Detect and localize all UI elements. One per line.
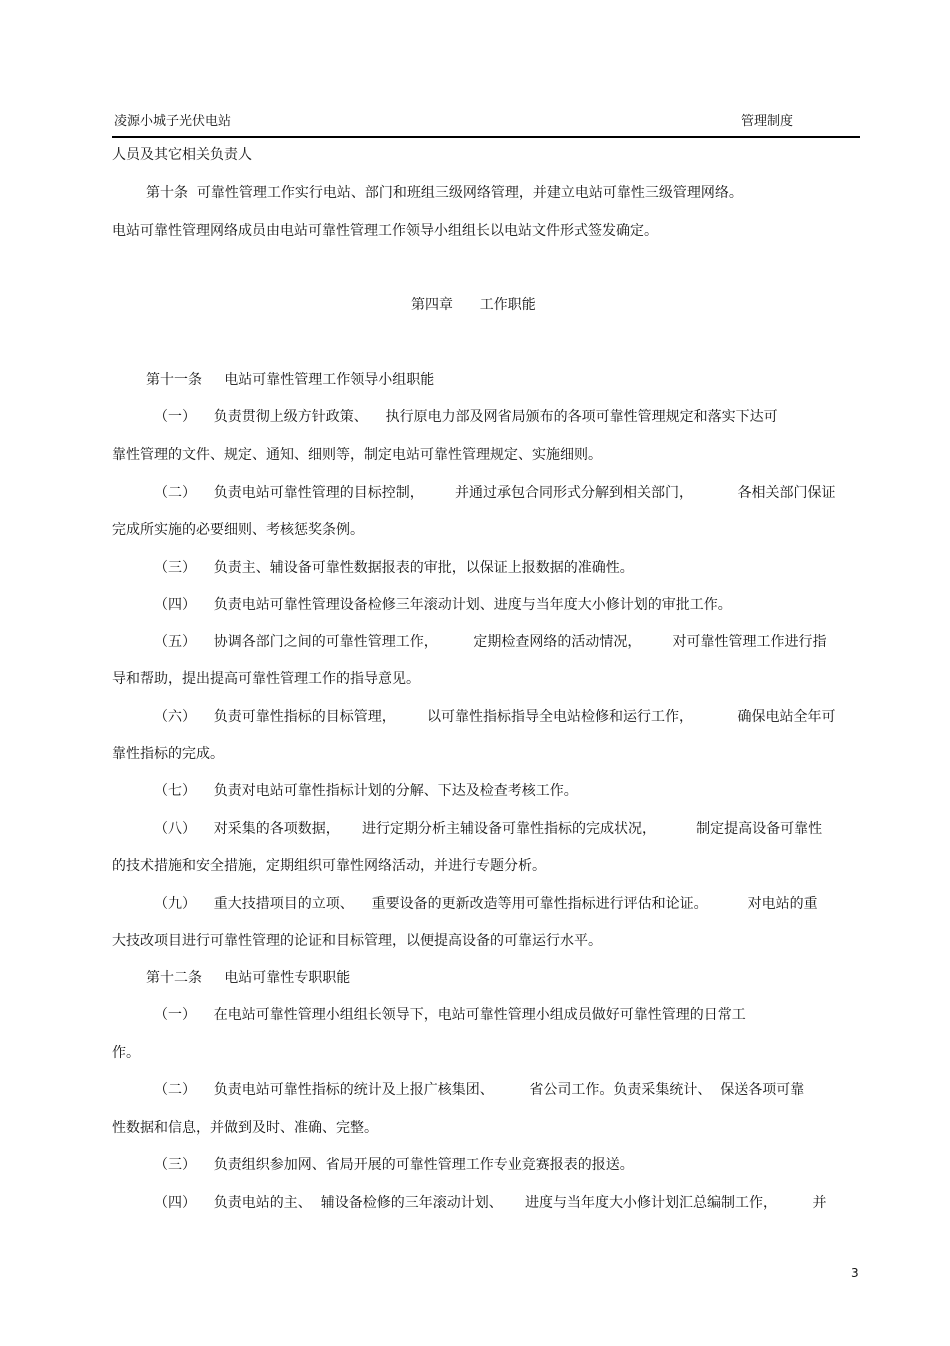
text-line: 靠性指标的完成。 bbox=[112, 746, 224, 762]
header-rule bbox=[112, 136, 860, 138]
text-line: （九） 重大技措项目的立项、 重要设备的更新改造等用可靠性指标进行评估和论证。 对电站的重 bbox=[154, 896, 818, 912]
text-line: 人员及其它相关负责人 bbox=[112, 147, 252, 163]
article-heading: 第十二条 电站可靠性专职职能 bbox=[146, 970, 351, 986]
text-line: （二） 负责电站可靠性管理的目标控制， 并通过承包合同形式分解到相关部门， 各相关部门保证 bbox=[154, 485, 836, 501]
text-line: 导和帮助，提出提高可靠性管理工作的指导意见。 bbox=[112, 671, 420, 687]
text-line: 第十条 可靠性管理工作实行电站、部门和班组三级网络管理，并建立电站可靠性三级管理网络。 bbox=[146, 185, 743, 201]
text-line: 性数据和信息，并做到及时、准确、完整。 bbox=[112, 1120, 378, 1136]
text-line: 靠性管理的文件、规定、通知、细则等，制定电站可靠性管理规定、实施细则。 bbox=[112, 447, 602, 463]
header-right: 管理制度 bbox=[741, 114, 794, 129]
text-line: 大技改项目进行可靠性管理的论证和目标管理，以便提高设备的可靠运行水平。 bbox=[112, 933, 602, 949]
text-line: （三） 负责主、辅设备可靠性数据报表的审批，以保证上报数据的准确性。 bbox=[154, 560, 634, 576]
text-line: （八） 对采集的各项数据， 进行定期分析主辅设备可靠性指标的完成状况， 制定提高设备可靠性 bbox=[154, 821, 823, 837]
header-left: 凌源小城子光伏电站 bbox=[114, 114, 232, 129]
text-line: 作。 bbox=[112, 1045, 140, 1061]
text-line: （七） 负责对电站可靠性指标计划的分解、下达及检查考核工作。 bbox=[154, 783, 578, 799]
text-line: 的技术措施和安全措施，定期组织可靠性网络活动，并进行专题分析。 bbox=[112, 858, 546, 874]
text-line: （一） 负责贯彻上级方针政策、 执行原电力部及网省局颁布的各项可靠性管理规定和落实下达可 bbox=[154, 409, 778, 425]
text-line: （五） 协调各部门之间的可靠性管理工作， 定期检查网络的活动情况， 对可靠性管理工作进行指 bbox=[154, 634, 827, 650]
text-line: （二） 负责电站可靠性指标的统计及上报广核集团、 省公司工作。负责采集统计、 保送各项可靠 bbox=[154, 1082, 805, 1098]
text-line: （一） 在电站可靠性管理小组组长领导下，电站可靠性管理小组成员做好可靠性管理的日常工 bbox=[154, 1007, 746, 1023]
page-number: 3 bbox=[851, 1266, 859, 1280]
text-line: 电站可靠性管理网络成员由电站可靠性管理工作领导小组组长以电站文件形式签发确定。 bbox=[112, 223, 658, 239]
text-line: （六） 负责可靠性指标的目标管理， 以可靠性指标指导全电站检修和运行工作， 确保电站全年可 bbox=[154, 709, 836, 725]
article-heading: 第十一条 电站可靠性管理工作领导小组职能 bbox=[146, 372, 435, 388]
chapter-title: 第四章 工作职能 bbox=[411, 297, 536, 313]
text-line: （四） 负责电站可靠性管理设备检修三年滚动计划、进度与当年度大小修计划的审批工作。 bbox=[154, 597, 732, 613]
text-line: （四） 负责电站的主、 辅设备检修的三年滚动计划、 进度与当年度大小修计划汇总编制工作， 并 bbox=[154, 1195, 827, 1211]
text-line: 完成所实施的必要细则、考核惩奖条例。 bbox=[112, 522, 364, 538]
text-line: （三） 负责组织参加网、省局开展的可靠性管理工作专业竞赛报表的报送。 bbox=[154, 1157, 634, 1173]
